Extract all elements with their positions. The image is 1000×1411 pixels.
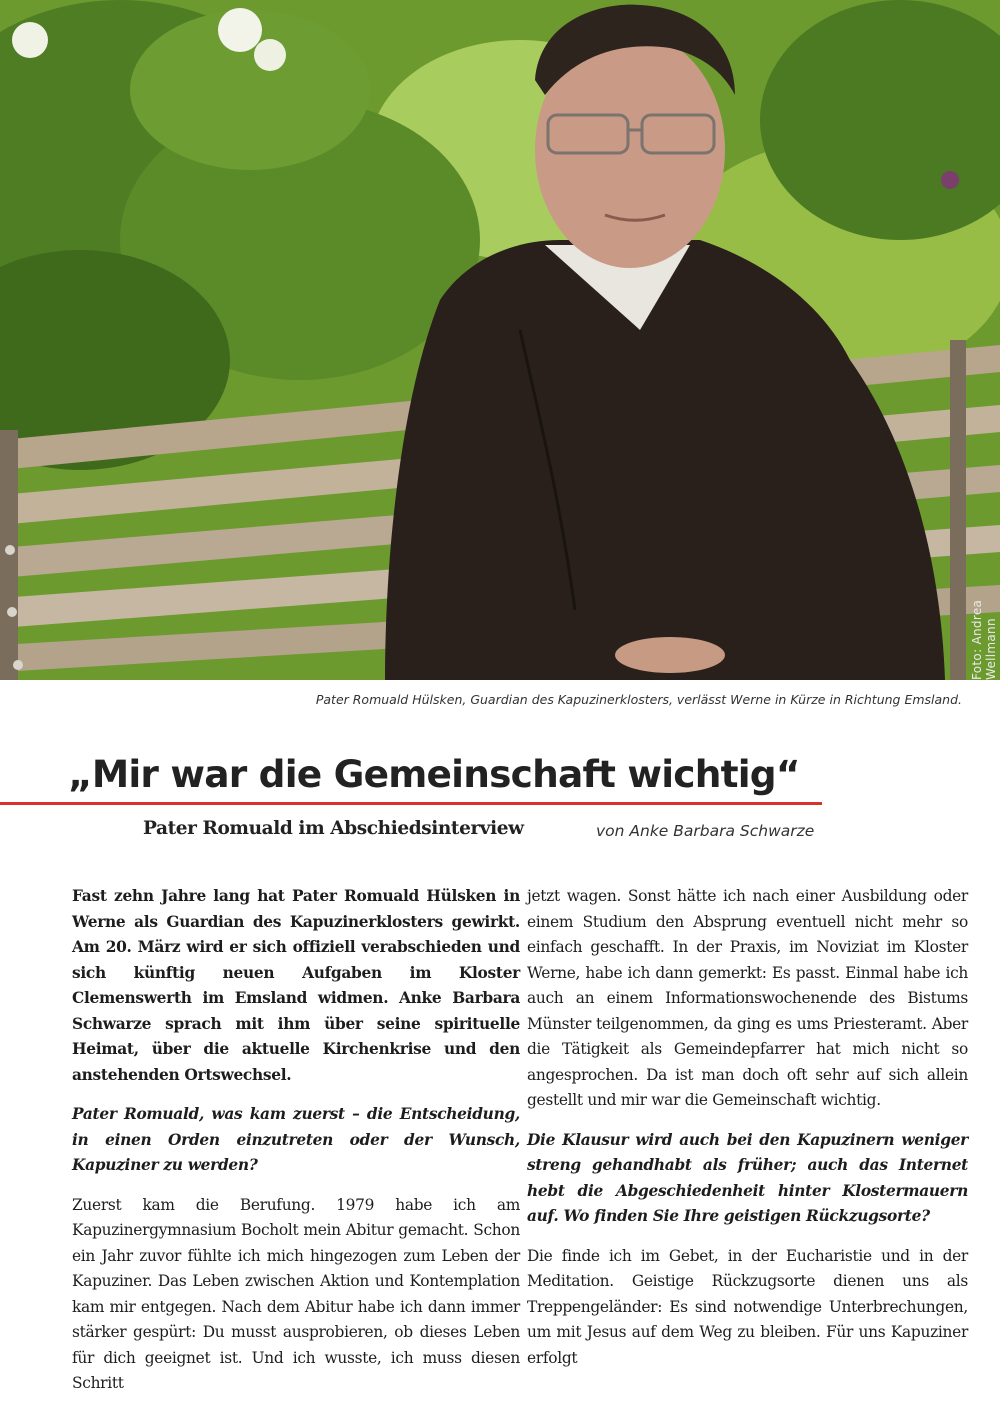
answer-1: Zuerst kam die Berufung. 1979 habe ich am Kapuzinergymnasium Bocholt mein Abitur gemacht. Schon ein Jahr zuvor fühlte ich mich hingezogen zum Leben der Kapuziner. Das Leben zwischen Aktion und Kontemplation kam mir entgegen. Nach dem Abitur habe ich dann immer stärker gespürt: Du musst ausprobieren, ob dieses Leben für dich geeignet ist. Und ich wusste, ich muss diesen Schritt [72, 1195, 520, 1392]
byline: von Anke Barbara Schwarze [596, 822, 815, 840]
subheadline: Pater Romuald im Abschiedsinterview [143, 818, 524, 839]
photo-illustration [0, 0, 1000, 680]
answer-1-continued: jetzt wagen. Sonst hätte ich nach einer Ausbildung oder einem Studium den Absprung eventuell nicht mehr so einfach geschafft. In der Praxis, im Noviziat im Kloster Werne, habe ich dann gemerkt: Es passt. Einmal habe ich auch an einem Informationswochenende des Bistums Münster teilgenommen, da ging es ums Priesteramt. Aber die Tätigkeit als Gemeindepfarrer hat mich nicht so angesprochen. Da ist man doch oft sehr auf sich allein gestellt und mir war die Gemeinschaft wichtig. [527, 887, 968, 1109]
headline-rule [0, 802, 822, 805]
column-right [527, 884, 968, 1385]
lead-paragraph: Fast zehn Jahre lang hat Pater Romuald Hülsken in Werne als Guardian des Kapuzinerklosters gewirkt. Am 20. März wird er sich offiziell verabschieden und sich künftig neuen Aufgaben im Kloster Clemenswerth im Emsland widmen. Anke Barbara Schwarze sprach mit ihm über seine spirituelle Heimat, über die aktuelle Kirchenkrise und den anstehenden Ortswechsel. [72, 887, 520, 1084]
headline: „Mir war die Gemeinschaft wichtig“ [68, 752, 800, 796]
column-left [72, 884, 520, 1411]
answer-2: Die finde ich im Gebet, in der Eucharistie und in der Meditation. Geistige Rückzugsorte dienen uns als Treppengeländer: Es sind notwendige Unterbrechungen, um mit Jesus auf dem Weg zu bleiben. Für uns Kapuziner erfolgt [527, 1246, 968, 1367]
article-photo [0, 0, 1000, 680]
photo-caption: Pater Romuald Hülsken, Guardian des Kapuzinerklosters, verlässt Werne in Kürze in Richtung Emsland. [315, 692, 962, 707]
question-1: Pater Romuald, was kam zuerst – die Entscheidung, in einen Orden einzutreten oder der Wunsch, Kapuziner zu werden? [72, 1105, 520, 1174]
photo-credit: Foto: Andrea Wellmann [970, 599, 998, 680]
question-2: Die Klausur wird auch bei den Kapuzinern weniger streng gehandhabt als früher; auch das Internet hebt die Abgeschiedenheit hinter Klostermauern auf. Wo finden Sie Ihre geistigen Rückzugsorte? [527, 1130, 968, 1225]
